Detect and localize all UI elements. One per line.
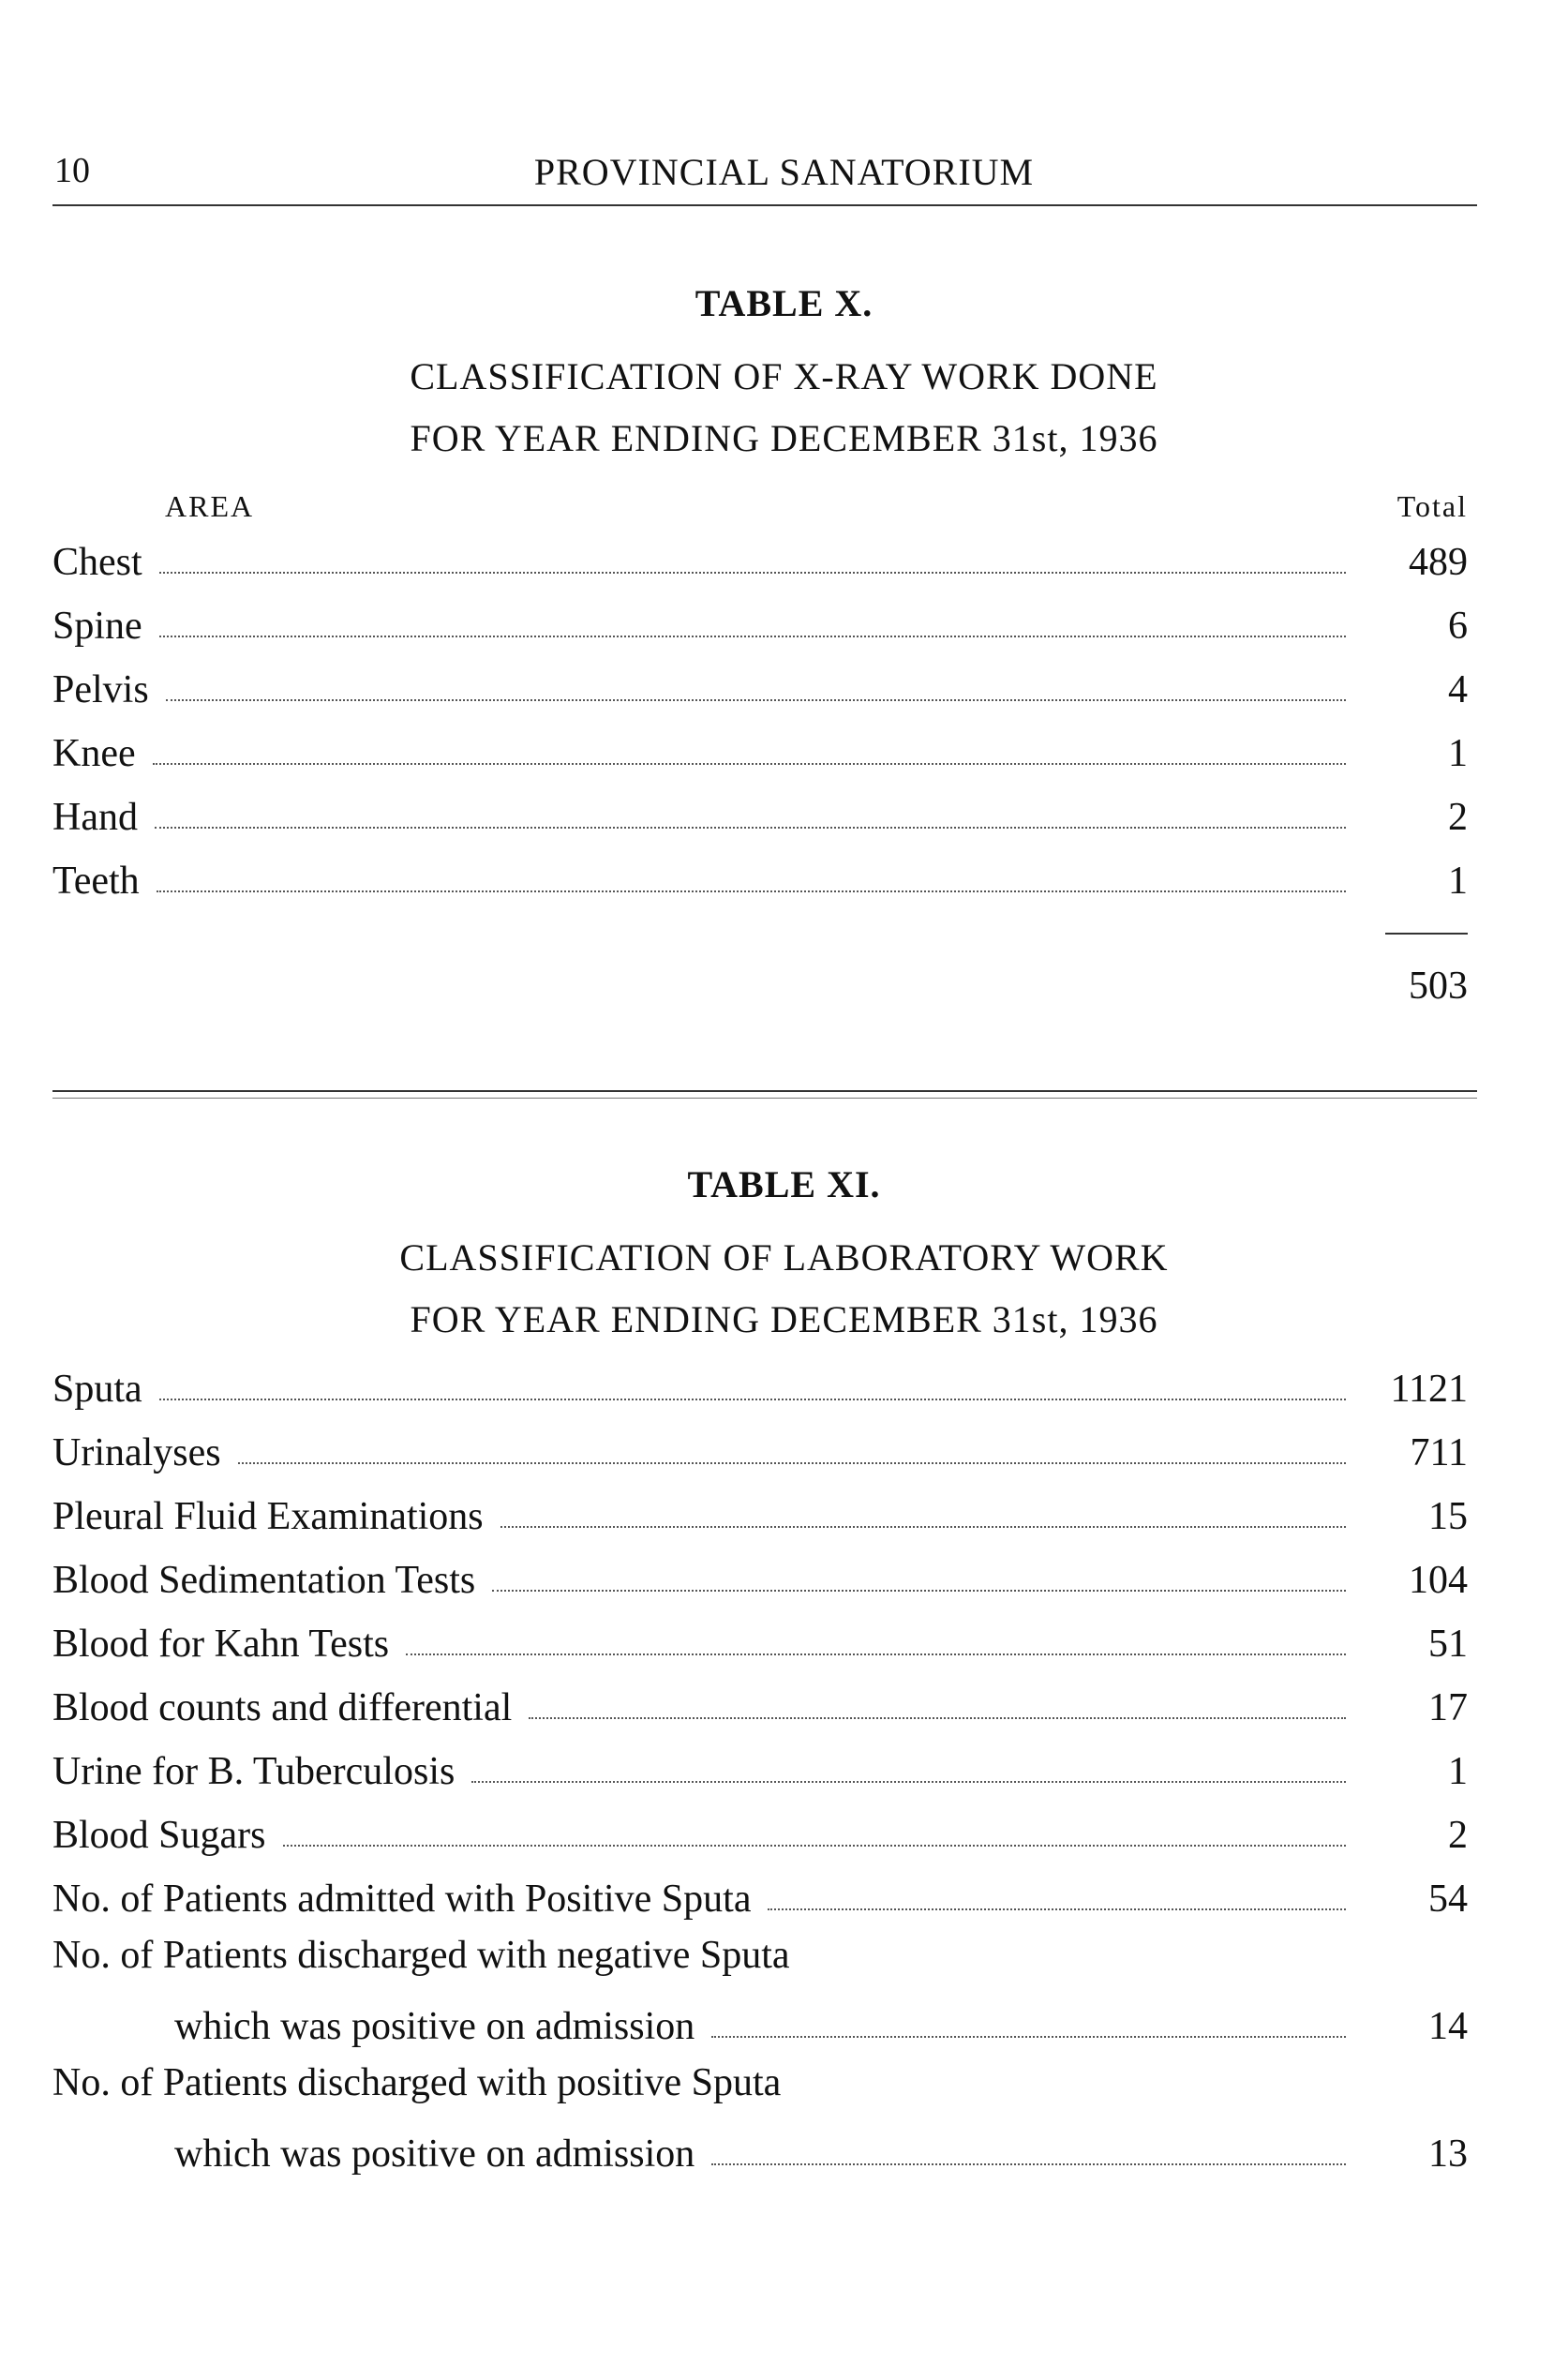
table-x-subtitle-2: FOR YEAR ENDING DECEMBER 31st, 1936 — [410, 417, 1158, 459]
running-title: PROVINCIAL SANATORIUM — [533, 151, 1035, 193]
dot-leader — [159, 636, 1346, 637]
dot-leader — [711, 2036, 1346, 2038]
row-label: Teeth — [52, 860, 140, 903]
table-x-total: 503 — [1409, 965, 1468, 1008]
header-rule — [52, 204, 1477, 206]
dot-leader — [166, 699, 1346, 701]
row-label: Blood counts and differential — [52, 1686, 513, 1729]
dot-leader — [529, 1717, 1346, 1719]
row-label: Pelvis — [52, 668, 149, 711]
dot-leader — [159, 572, 1346, 574]
row-label: Blood Sugars — [52, 1814, 266, 1857]
row-label: Sputa — [52, 1368, 142, 1411]
dot-leader — [406, 1653, 1346, 1655]
row-label: Pleural Fluid Examinations — [52, 1495, 484, 1538]
row-value: 104 — [1409, 1559, 1468, 1602]
row-label: which was positive on admission — [174, 2005, 695, 2048]
row-value: 14 — [1428, 2005, 1468, 2048]
row-value: 1 — [1448, 1750, 1468, 1793]
table-row — [52, 1423, 1468, 1475]
table-row — [52, 1550, 1468, 1603]
row-label: Spine — [52, 605, 142, 648]
table-row — [52, 787, 1468, 840]
column-header-total: Total — [1396, 489, 1468, 523]
row-value: 1121 — [1390, 1368, 1468, 1411]
row-label: Knee — [52, 732, 136, 775]
dot-leader — [283, 1845, 1346, 1847]
table-row — [52, 1869, 1468, 1922]
row-label: No. of Patients discharged with negative Sputa — [52, 1934, 790, 1977]
dot-leader — [159, 1399, 1346, 1400]
dot-leader — [711, 2163, 1346, 2165]
row-label: No. of Patients admitted with Positive Sputa — [52, 1878, 752, 1921]
table-row-negative-line-2 — [52, 1997, 1468, 2049]
table-x-subtitle-1: CLASSIFICATION OF X-RAY WORK DONE — [410, 355, 1158, 397]
row-label: Hand — [52, 796, 138, 839]
row-value: 13 — [1428, 2132, 1468, 2176]
dot-leader — [157, 890, 1346, 892]
table-xi-subtitle-2: FOR YEAR ENDING DECEMBER 31st, 1936 — [410, 1298, 1158, 1340]
section-divider-thin — [52, 1098, 1477, 1099]
table-row — [52, 660, 1468, 712]
row-label: Urinalyses — [52, 1431, 221, 1474]
row-label: Urine for B. Tuberculosis — [52, 1750, 455, 1793]
row-value: 6 — [1448, 605, 1468, 648]
column-header-area: AREA — [165, 489, 255, 523]
dot-leader — [492, 1590, 1346, 1592]
row-value: 54 — [1428, 1878, 1468, 1921]
row-value: 489 — [1409, 541, 1468, 584]
row-value: 51 — [1428, 1623, 1468, 1666]
row-label: No. of Patients discharged with positive Sputa — [52, 2061, 782, 2104]
row-value: 2 — [1448, 1814, 1468, 1857]
dot-leader — [238, 1462, 1346, 1464]
dot-leader — [500, 1526, 1346, 1528]
row-value: 2 — [1448, 796, 1468, 839]
dot-leader — [155, 827, 1346, 829]
table-row — [52, 596, 1468, 649]
sum-rule — [1385, 933, 1468, 935]
row-value: 4 — [1448, 668, 1468, 711]
dot-leader — [471, 1781, 1346, 1783]
table-x-title: TABLE X. — [694, 282, 874, 324]
table-row — [52, 1359, 1468, 1412]
page-number: 10 — [54, 151, 90, 190]
table-row-positive-line-2 — [52, 2124, 1468, 2177]
row-label: Blood Sedimentation Tests — [52, 1559, 476, 1602]
row-value: 711 — [1410, 1431, 1468, 1474]
table-row — [52, 1742, 1468, 1794]
table-row — [52, 1805, 1468, 1858]
table-xi-subtitle-1: CLASSIFICATION OF LABORATORY WORK — [399, 1236, 1169, 1279]
table-row — [52, 1678, 1468, 1730]
table-row — [52, 532, 1468, 585]
row-value: 15 — [1428, 1495, 1468, 1538]
section-divider — [52, 1090, 1477, 1092]
row-label: which was positive on admission — [174, 2132, 695, 2176]
dot-leader — [768, 1908, 1346, 1910]
dot-leader — [153, 763, 1346, 765]
table-row — [52, 1487, 1468, 1539]
row-label: Chest — [52, 541, 142, 584]
row-value: 1 — [1448, 860, 1468, 903]
row-value: 1 — [1448, 732, 1468, 775]
table-row — [52, 1614, 1468, 1667]
table-row — [52, 851, 1468, 904]
table-row — [52, 724, 1468, 776]
row-value: 17 — [1428, 1686, 1468, 1729]
row-label: Blood for Kahn Tests — [52, 1623, 390, 1666]
table-row-positive-line-1 — [52, 2060, 1468, 2113]
table-row-negative-line-1 — [52, 1933, 1468, 1985]
table-xi-title: TABLE XI. — [687, 1163, 881, 1205]
